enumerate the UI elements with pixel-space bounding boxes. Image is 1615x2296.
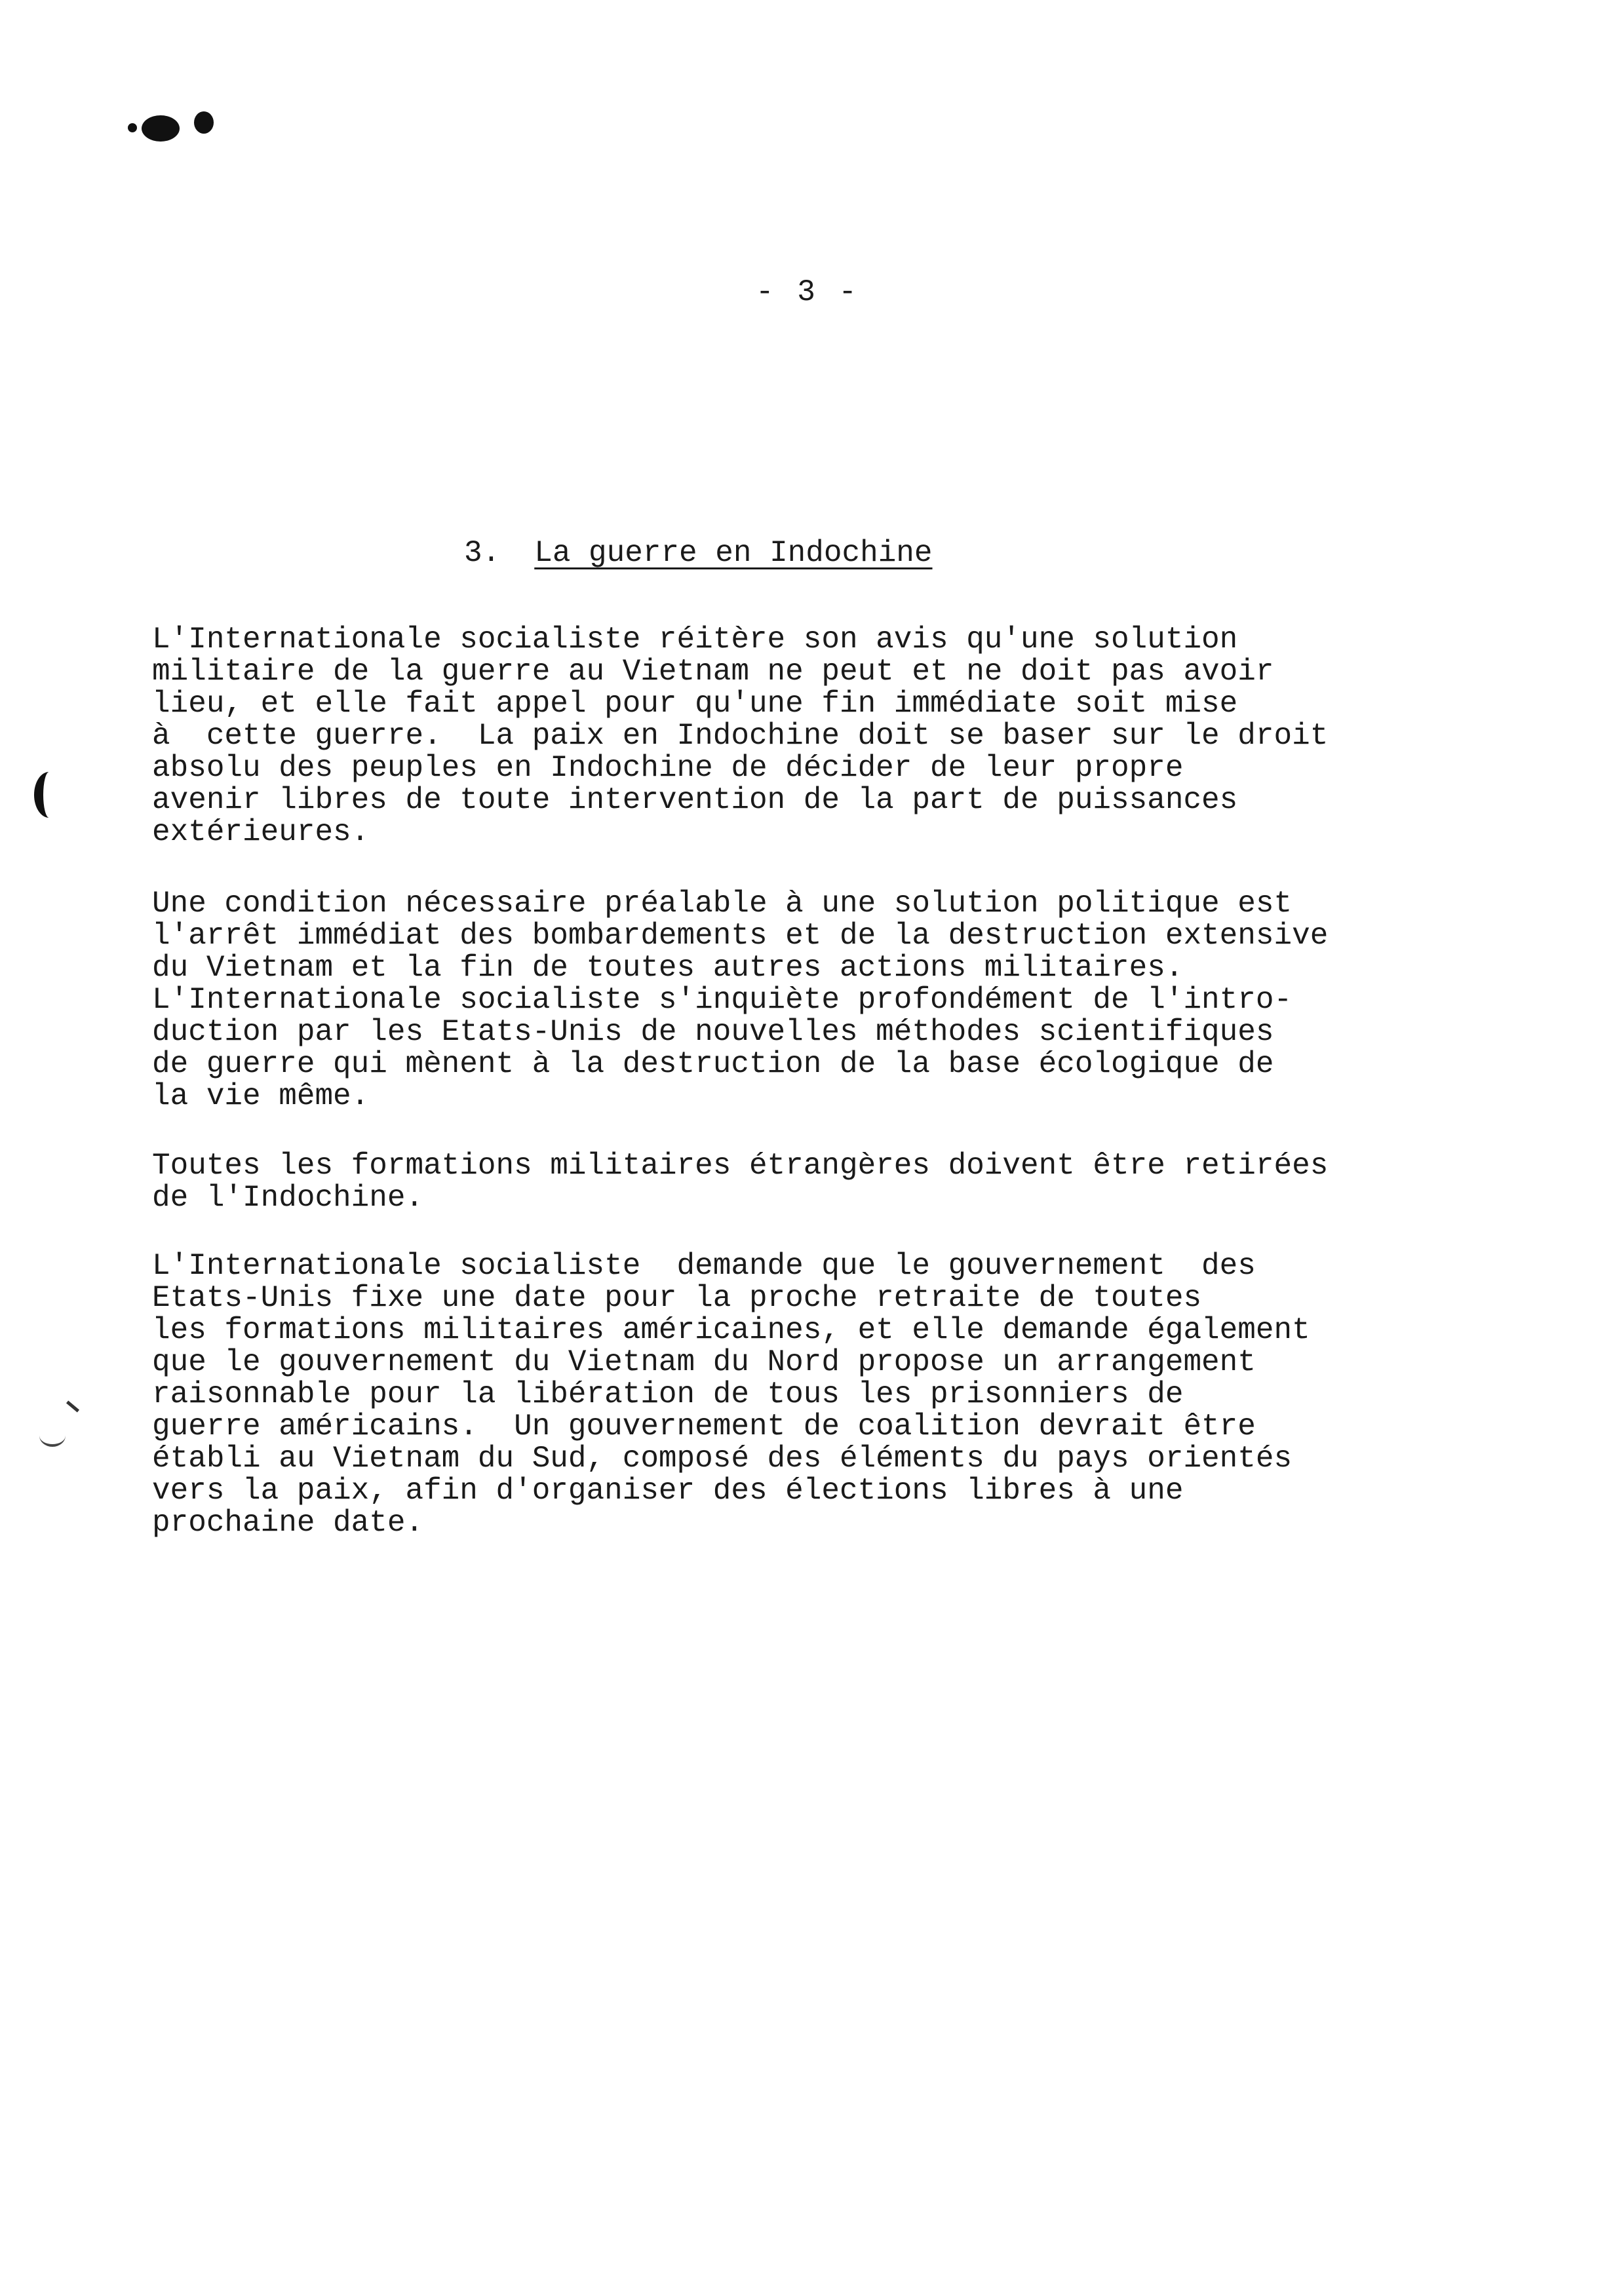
paragraph-line: du Vietnam et la fin de toutes autres actions militaires. — [152, 951, 1184, 985]
paragraph-line: Etats-Unis fixe une date pour la proche retraite de toutes — [152, 1281, 1202, 1315]
paragraph-line: prochaine date. — [152, 1506, 424, 1540]
paragraph-3 — [152, 1150, 1502, 1214]
page-number: - 3 - — [755, 275, 860, 309]
paragraph-line: guerre américains. Un gouvernement de coalition devrait être — [152, 1409, 1256, 1444]
paragraph-line: extérieures. — [152, 815, 370, 849]
paragraph-line: de guerre qui mènent à la destruction de la base écologique de — [152, 1047, 1274, 1081]
paragraph-line: que le gouvernement du Vietnam du Nord propose un arrangement — [152, 1345, 1256, 1379]
paragraph-line: à cette guerre. La paix en Indochine doit se baser sur le droit — [152, 719, 1329, 753]
section-title: La guerre en Indochine — [534, 536, 933, 570]
paragraph-line: L'Internationale socialiste s'inquiète profondément de l'intro- — [152, 983, 1293, 1017]
paragraph-line: de l'Indochine. — [152, 1181, 424, 1215]
paragraph-4 — [152, 1250, 1502, 1539]
paragraph-1 — [152, 624, 1502, 849]
paragraph-line: L'Internationale socialiste demande que le gouvernement des — [152, 1249, 1256, 1283]
paragraph-line: L'Internationale socialiste réitère son avis qu'une solution — [152, 622, 1238, 657]
section-heading — [464, 536, 933, 570]
paragraph-line: les formations militaires américaines, et elle demande également — [152, 1313, 1310, 1347]
paragraph-line: établi au Vietnam du Sud, composé des éléments du pays orientés — [152, 1442, 1293, 1476]
section-number: 3. — [464, 536, 501, 570]
paragraph-line: duction par les Etats-Unis de nouvelles méthodes scientifiques — [152, 1015, 1274, 1049]
paragraph-line: raisonnable pour la libération de tous les prisonniers de — [152, 1377, 1184, 1411]
punch-hole-mark-upper — [34, 772, 64, 818]
paragraph-line: Une condition nécessaire préalable à une solution politique est — [152, 887, 1293, 921]
paragraph-line: lieu, et elle fait appel pour qu'une fin immédiate soit mise — [152, 687, 1238, 721]
paragraph-2 — [152, 888, 1502, 1113]
paragraph-line: Toutes les formations militaires étrangères doivent être retirées — [152, 1149, 1329, 1183]
paragraph-line: vers la paix, afin d'organiser des élections libres à une — [152, 1474, 1184, 1508]
paragraph-line: la vie même. — [152, 1079, 370, 1113]
paragraph-line: avenir libres de toute intervention de la part de puissances — [152, 783, 1238, 817]
paragraph-line: l'arrêt immédiat des bombardements et de la destruction extensive — [152, 919, 1329, 953]
paragraph-line: absolu des peuples en Indochine de décider de leur propre — [152, 751, 1184, 785]
paragraph-line: militaire de la guerre au Vietnam ne peut et ne doit pas avoir — [152, 655, 1274, 689]
